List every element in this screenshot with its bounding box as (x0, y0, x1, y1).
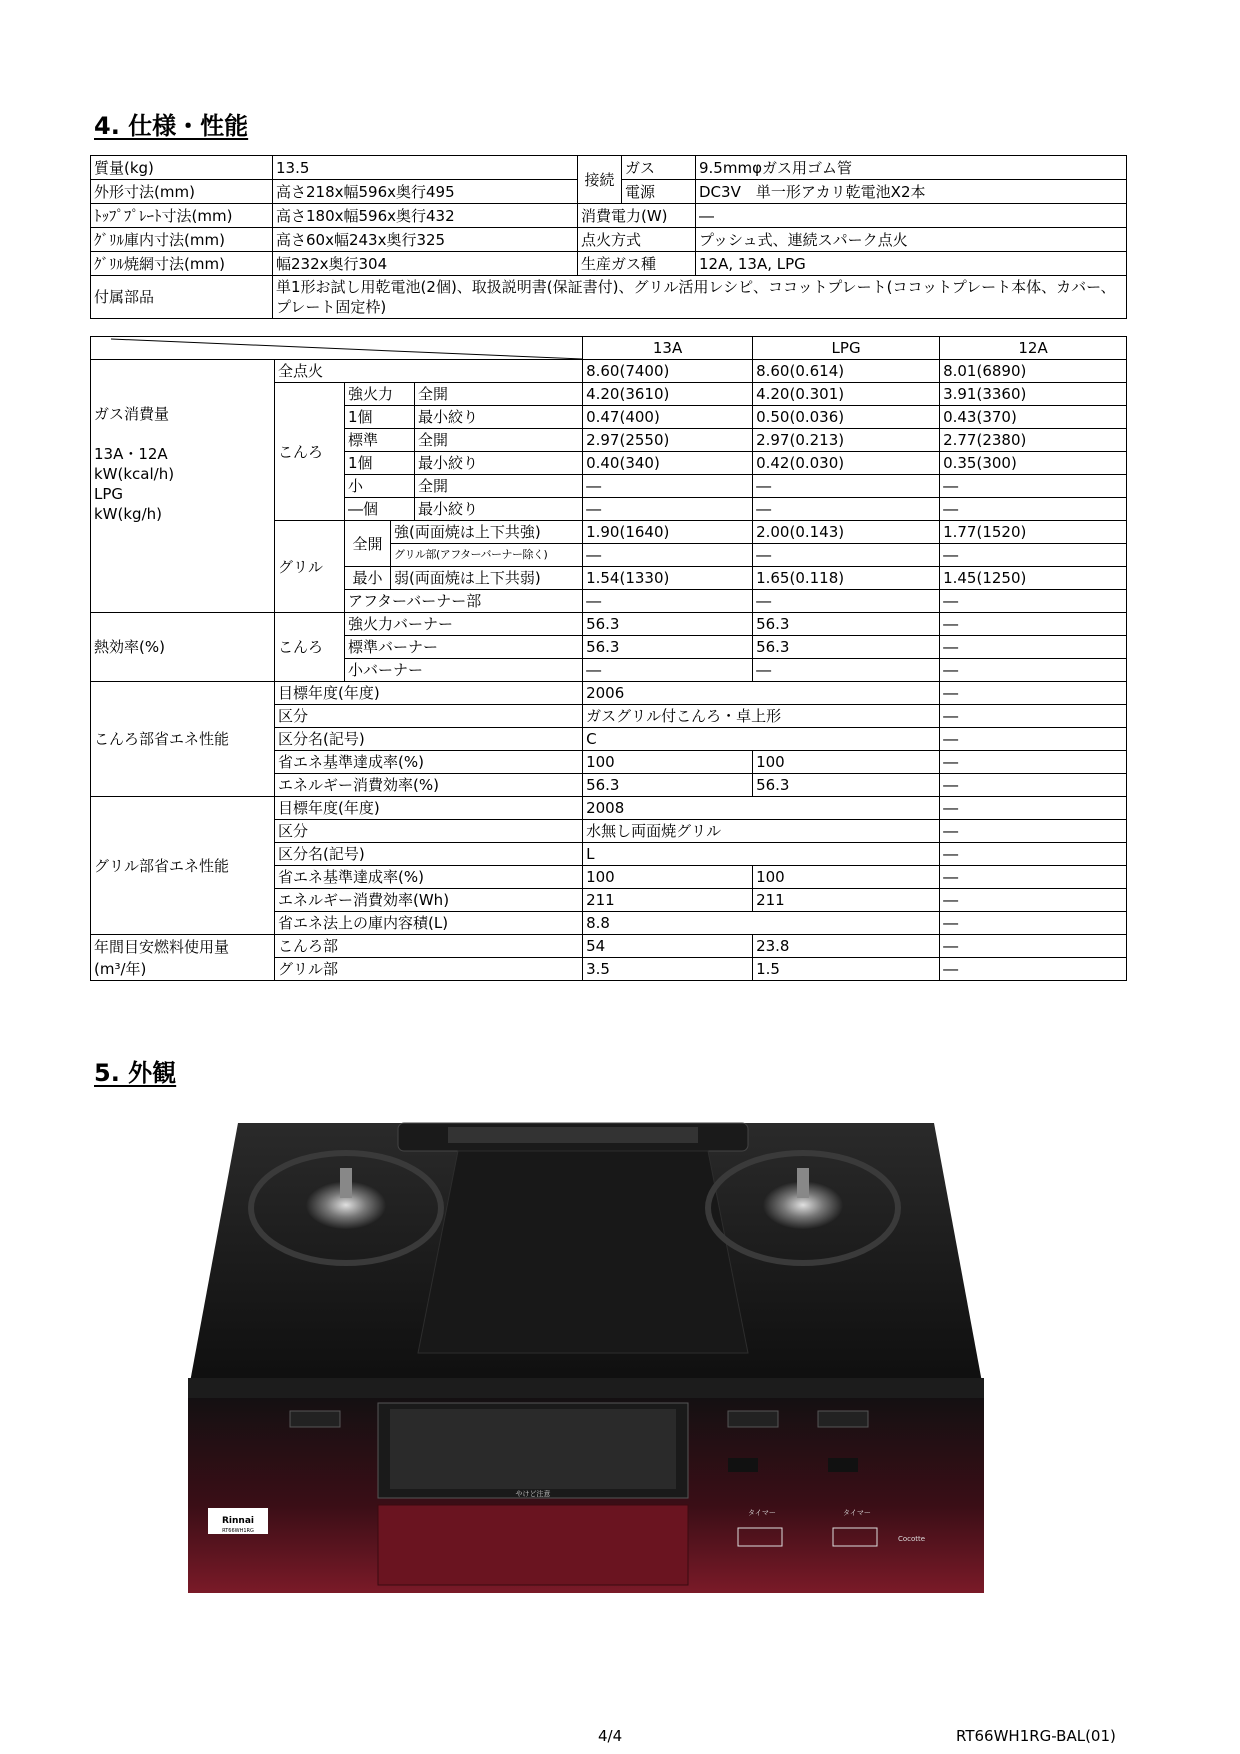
label-outer: 外形寸法(mm) (91, 180, 273, 204)
gas-label-3: kW(kcal/h) (94, 465, 175, 483)
annual-konro-13a: 54 (583, 935, 753, 958)
dash-cell: ― (940, 636, 1127, 659)
dash-cell: ― (940, 475, 1127, 498)
g-cat-name-label: 区分名(記号) (275, 843, 583, 866)
grill-weak-label: 弱(両面焼は上下共弱) (391, 567, 583, 590)
k-energy-lpg: 56.3 (753, 774, 940, 797)
value-grill-inner: 高さ60x幅243x奥行325 (273, 228, 578, 252)
annual-label-1: 年間目安燃料使用量 (94, 937, 230, 956)
dash-cell: ― (583, 544, 753, 567)
k-cat-label: 区分 (275, 705, 583, 728)
dash-cell: ― (940, 659, 1127, 682)
grill-weak-13a: 1.54(1330) (583, 567, 753, 590)
konro-energy-label: こんろ部省エネ性能 (91, 682, 275, 797)
spec-table (90, 155, 1127, 319)
dash-cell: ― (940, 728, 1127, 751)
dash-cell: ― (583, 659, 753, 682)
std-min-13a: 0.40(340) (583, 452, 753, 475)
gas-label-4: LPG (94, 485, 124, 503)
std-full-12a: 2.77(2380) (940, 429, 1127, 452)
label-gas: ガス (622, 156, 696, 180)
dash-cell: ― (753, 544, 940, 567)
dash-cell: ― (940, 544, 1127, 567)
efficiency-konro-label: こんろ (275, 613, 345, 682)
strong-full-lpg: 4.20(0.301) (753, 383, 940, 406)
g-rate-label: 省エネ基準達成率(%) (275, 866, 583, 889)
label-grill-inner: ｸﾞﾘﾙ庫内寸法(mm) (91, 228, 273, 252)
annual-grill-label: グリル部 (275, 958, 583, 981)
all-fire-12a: 8.01(6890) (940, 360, 1127, 383)
eff-std-label: 標準バーナー (345, 636, 583, 659)
g-volume-label: 省エネ法上の庫内容積(L) (275, 912, 583, 935)
header-13a: 13A (583, 337, 753, 360)
g-cat-name-value: L (583, 843, 940, 866)
product-photo (178, 1113, 994, 1599)
min-label: 最小絞り (415, 452, 583, 475)
grill-weak-lpg: 1.65(0.118) (753, 567, 940, 590)
dash-cell: ― (940, 843, 1127, 866)
value-top: 高さ180x幅596x奥行432 (273, 204, 578, 228)
small-count: ―個 (345, 498, 415, 521)
k-cat-value: ガスグリル付こんろ・卓上形 (583, 705, 940, 728)
dash-cell: ― (940, 590, 1127, 613)
eff-strong-label: 強火力バーナー (345, 613, 583, 636)
document-code: RT66WH1RG-BAL(01) (956, 1727, 1116, 1745)
dash-cell: ― (940, 912, 1127, 935)
value-accessories: 単1形お試し用乾電池(2個)、取扱説明書(保証書付)、グリル活用レシピ、ココットプレート(ココットプレート本体、カバー、プレート固定枠) (273, 276, 1127, 319)
dash-cell: ― (753, 590, 940, 613)
std-min-12a: 0.35(300) (940, 452, 1127, 475)
min-label: 最小絞り (415, 498, 583, 521)
dash-cell: ― (940, 958, 1127, 981)
label-accessories: 付属部品 (91, 276, 273, 319)
full-label: 全開 (415, 429, 583, 452)
all-fire-13a: 8.60(7400) (583, 360, 753, 383)
g-energy-label: エネルギー消費効率(Wh) (275, 889, 583, 912)
k-rate-13a: 100 (583, 751, 753, 774)
annual-grill-13a: 3.5 (583, 958, 753, 981)
g-cat-value: 水無し両面焼グリル (583, 820, 940, 843)
g-cat-label: 区分 (275, 820, 583, 843)
g-target-value: 2008 (583, 797, 940, 820)
small-label: 小 (345, 475, 415, 498)
section-title-appearance: 5. 外観 (94, 1059, 177, 1087)
dash-cell: ― (753, 659, 940, 682)
gas-label-5: kW(kg/h) (94, 505, 162, 523)
annual-label-2: (m³/年) (94, 959, 147, 978)
g-rate-13a: 100 (583, 866, 753, 889)
section-title-spec: 4. 仕様・性能 (94, 112, 249, 140)
header-lpg: LPG (753, 337, 940, 360)
grill-min-label: 最小 (345, 567, 391, 590)
g-volume-value: 8.8 (583, 912, 940, 935)
eff-small-label: 小バーナー (345, 659, 583, 682)
value-outer: 高さ218x幅596x奥行495 (273, 180, 578, 204)
gas-label-1: ガス消費量 (94, 405, 170, 423)
value-ignition: プッシュ式、連続スパーク点火 (696, 228, 1127, 252)
strong-full-13a: 4.20(3610) (583, 383, 753, 406)
full-label: 全開 (415, 475, 583, 498)
value-grill-net: 幅232x奥行304 (273, 252, 578, 276)
value-gas-type: 12A, 13A, LPG (696, 252, 1127, 276)
konro-label: こんろ (275, 383, 345, 521)
strong-count: 1個 (345, 406, 415, 429)
grill-after-excluded-label: グリル部(アフターバーナー除く) (391, 544, 583, 567)
grill-after-label: アフターバーナー部 (345, 590, 583, 613)
eff-std-lpg: 56.3 (753, 636, 940, 659)
annual-konro-label: こんろ部 (275, 935, 583, 958)
performance-table (90, 336, 1127, 981)
k-cat-name-value: C (583, 728, 940, 751)
eff-strong-13a: 56.3 (583, 613, 753, 636)
min-label: 最小絞り (415, 406, 583, 429)
value-gas: 9.5mmφガス用ゴム管 (696, 156, 1127, 180)
annual-label (91, 935, 275, 981)
grill-strong-13a: 1.90(1640) (583, 521, 753, 544)
full-label: 全開 (415, 383, 583, 406)
dash-cell: ― (940, 935, 1127, 958)
grill-strong-lpg: 2.00(0.143) (753, 521, 940, 544)
grill-energy-label: グリル部省エネ性能 (91, 797, 275, 935)
eff-std-13a: 56.3 (583, 636, 753, 659)
k-energy-label: エネルギー消費効率(%) (275, 774, 583, 797)
brand-logo: Rinnai (222, 1516, 254, 1526)
annual-grill-lpg: 1.5 (753, 958, 940, 981)
grill-label: グリル (275, 521, 345, 613)
k-target-label: 目標年度(年度) (275, 682, 583, 705)
label-connection: 接続 (578, 156, 622, 204)
label-power: 電源 (622, 180, 696, 204)
dash-cell: ― (940, 866, 1127, 889)
dash-cell: ― (583, 475, 753, 498)
k-cat-name-label: 区分名(記号) (275, 728, 583, 751)
strong-label: 強火力 (345, 383, 415, 406)
std-label: 標準 (345, 429, 415, 452)
header-diagonal-cell (91, 337, 583, 360)
value-power: DC3V 単一形アカリ乾電池X2本 (696, 180, 1127, 204)
gas-label-2: 13A・12A (94, 445, 168, 463)
timer-right-text: タイマー (843, 1509, 871, 1517)
dash-cell: ― (940, 889, 1127, 912)
k-rate-label: 省エネ基準達成率(%) (275, 751, 583, 774)
all-fire-label: 全点火 (275, 360, 583, 383)
gas-consumption-label (91, 360, 275, 613)
dash-cell: ― (940, 682, 1127, 705)
dash-cell: ― (753, 498, 940, 521)
front-caution-text: やけど注意 (515, 1490, 551, 1498)
brand-model: RT66WH1RG (222, 1528, 254, 1534)
std-full-13a: 2.97(2550) (583, 429, 753, 452)
std-count: 1個 (345, 452, 415, 475)
std-min-lpg: 0.42(0.030) (753, 452, 940, 475)
strong-min-lpg: 0.50(0.036) (753, 406, 940, 429)
label-weight: 質量(kg) (91, 156, 273, 180)
grill-strong-label: 強(両面焼は上下共強) (391, 521, 583, 544)
dash-cell: ― (940, 774, 1127, 797)
std-full-lpg: 2.97(0.213) (753, 429, 940, 452)
dash-cell: ― (940, 797, 1127, 820)
strong-min-12a: 0.43(370) (940, 406, 1127, 429)
g-rate-lpg: 100 (753, 866, 940, 889)
cocotte-text: Cocotte (898, 1535, 926, 1543)
annual-konro-lpg: 23.8 (753, 935, 940, 958)
all-fire-lpg: 8.60(0.614) (753, 360, 940, 383)
timer-left-text: タイマー (748, 1509, 776, 1517)
grill-full-label: 全開 (345, 521, 391, 567)
grill-strong-12a: 1.77(1520) (940, 521, 1127, 544)
k-rate-lpg: 100 (753, 751, 940, 774)
dash-cell: ― (583, 590, 753, 613)
efficiency-label: 熱効率(%) (91, 613, 275, 682)
dash-cell: ― (940, 705, 1127, 728)
value-consumption: ― (696, 204, 1127, 228)
g-energy-lpg: 211 (753, 889, 940, 912)
label-top: ﾄｯﾌﾟﾌﾟﾚｰﾄ寸法(mm) (91, 204, 273, 228)
page-number: 4/4 (598, 1727, 623, 1745)
label-grill-net: ｸﾞﾘﾙ焼網寸法(mm) (91, 252, 273, 276)
g-target-label: 目標年度(年度) (275, 797, 583, 820)
g-energy-13a: 211 (583, 889, 753, 912)
strong-min-13a: 0.47(400) (583, 406, 753, 429)
dash-cell: ― (940, 498, 1127, 521)
eff-strong-lpg: 56.3 (753, 613, 940, 636)
k-target-value: 2006 (583, 682, 940, 705)
dash-cell: ― (583, 498, 753, 521)
cooktop-front (188, 1398, 984, 1593)
k-energy-13a: 56.3 (583, 774, 753, 797)
label-consumption: 消費電力(W) (578, 204, 696, 228)
dash-cell: ― (940, 751, 1127, 774)
diagonal-line (91, 337, 583, 359)
value-weight: 13.5 (273, 156, 578, 180)
grill-weak-12a: 1.45(1250) (940, 567, 1127, 590)
label-ignition: 点火方式 (578, 228, 696, 252)
dash-cell: ― (940, 613, 1127, 636)
strong-full-12a: 3.91(3360) (940, 383, 1127, 406)
dash-cell: ― (940, 820, 1127, 843)
label-gas-type: 生産ガス種 (578, 252, 696, 276)
header-12a: 12A (940, 337, 1127, 360)
dash-cell: ― (753, 475, 940, 498)
